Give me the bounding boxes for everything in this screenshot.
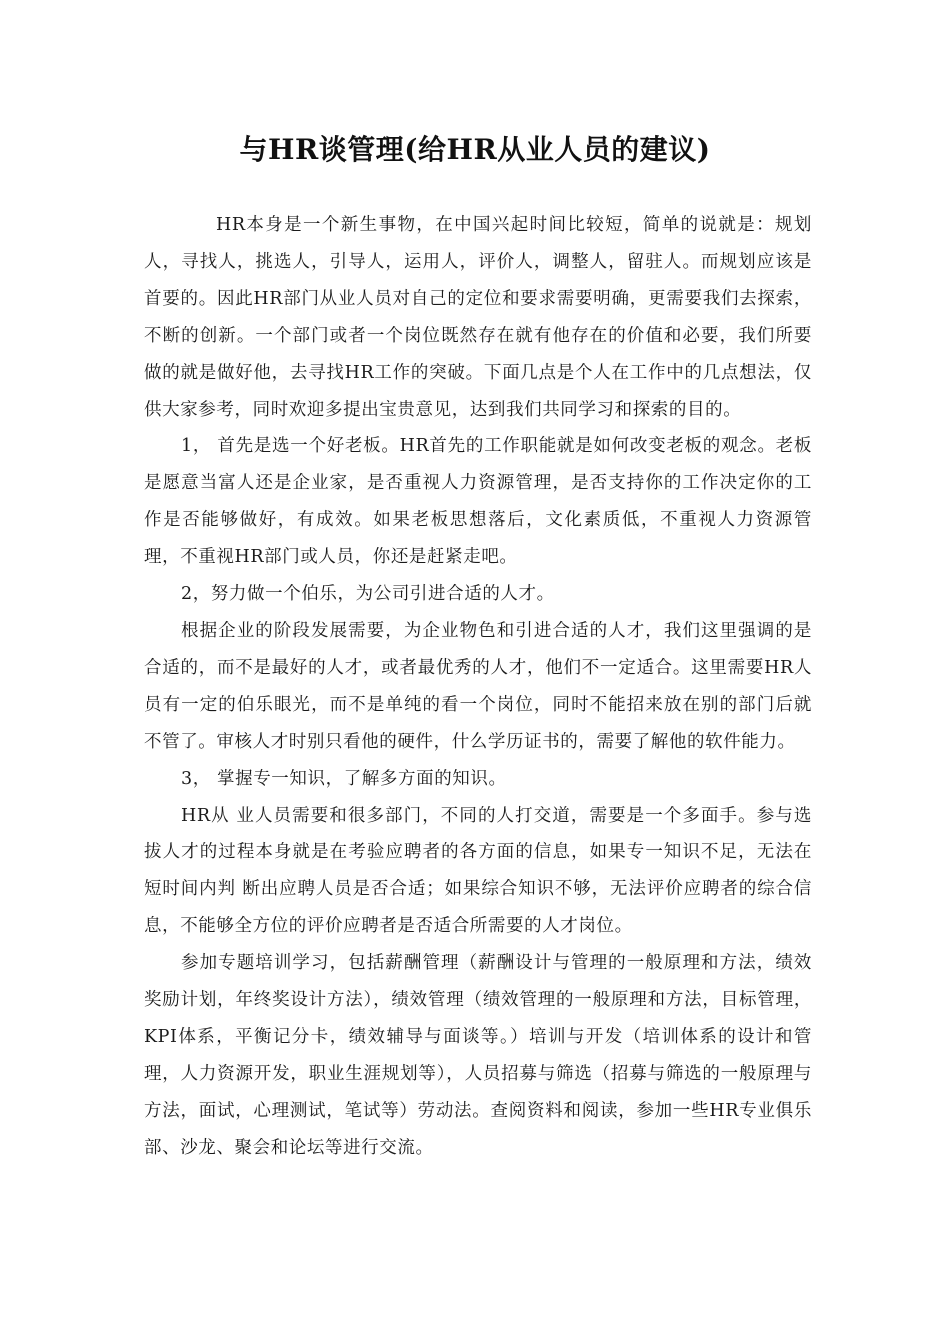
paragraph-training: 参加专题培训学习，包括薪酬管理（薪酬设计与管理的一般原理和方法，绩效奖励计划，年终奖设计方法），绩效管理（绩效管理的一般原理和方法，目标管理，KPI体系，平衡记分卡，绩效辅导与面谈等。）培训与开发（培训体系的设计和管理，人力资源开发，职业生涯规划等），人员招募与筛选（招募与筛选的一般原理与方法，面试，心理测试，笔试等）劳动法。查阅资料和阅读，参加一些HR专业俱乐部、沙龙、聚会和论坛等进行交流。 <box>144 953 812 1158</box>
document-title: 与HR谈管理(给HR从业人员的建议) <box>239 133 711 166</box>
paragraph-intro: HR本身是一个新生事物，在中国兴起时间比较短，简单的说就是：规划人，寻找人，挑选人，引导人，运用人，评价人，调整人，留驻人。而规划应该是首要的。因此HR部门从业人员对自己的定位和要求需要明确，更需要我们去探索，不断的创新。一个部门或者一个岗位既然存在就有他存在的价值和必要，我们所要做的就是做好他，去寻找HR工作的突破。下面几点是个人在工作中的几点想法，仅供大家参考，同时欢迎多提出宝贵意见，达到我们共同学习和探索的目的。 <box>144 215 812 420</box>
document-body <box>144 207 812 1167</box>
paragraph-point-2-heading: 2，努力做一个伯乐，为公司引进合适的人才。 <box>181 584 555 605</box>
paragraph-point-2-body: 根据企业的阶段发展需要，为企业物色和引进合适的人才，我们这里强调的是合适的，而不是最好的人才，或者最优秀的人才，他们不一定适合。这里需要HR人员有一定的伯乐眼光，而不是单纯的看一个岗位，同时不能招来放在别的部门后就不管了。审核人才时别只看他的硬件，什么学历证书的，需要了解他的软件能力。 <box>144 620 812 752</box>
paragraph-point-3-heading: 3， 掌握专一知识，了解多方面的知识。 <box>181 768 507 789</box>
paragraph-point-1: 1， 首先是选一个好老板。HR首先的工作职能就是如何改变老板的观念。老板是愿意当富人还是企业家，是否重视人力资源管理，是否支持你的工作决定你的工作是否能够做好，有成效。如果老板思想落后，文化素质低，不重视人力资源管理，不重视HR部门或人员，你还是赶紧走吧。 <box>144 436 812 568</box>
paragraph-point-3-body: HR从 业人员需要和很多部门，不同的人打交道，需要是一个多面手。参与选拔人才的过程本身就是在考验应聘者的各方面的信息，如果专一知识不足，无法在短时间内判 断出应聘人员是否合适；如果综合知识不够，无法评价应聘者的综合信息，不能够全方位的评价应聘者是否适合所需要的人才岗位。 <box>144 805 812 937</box>
